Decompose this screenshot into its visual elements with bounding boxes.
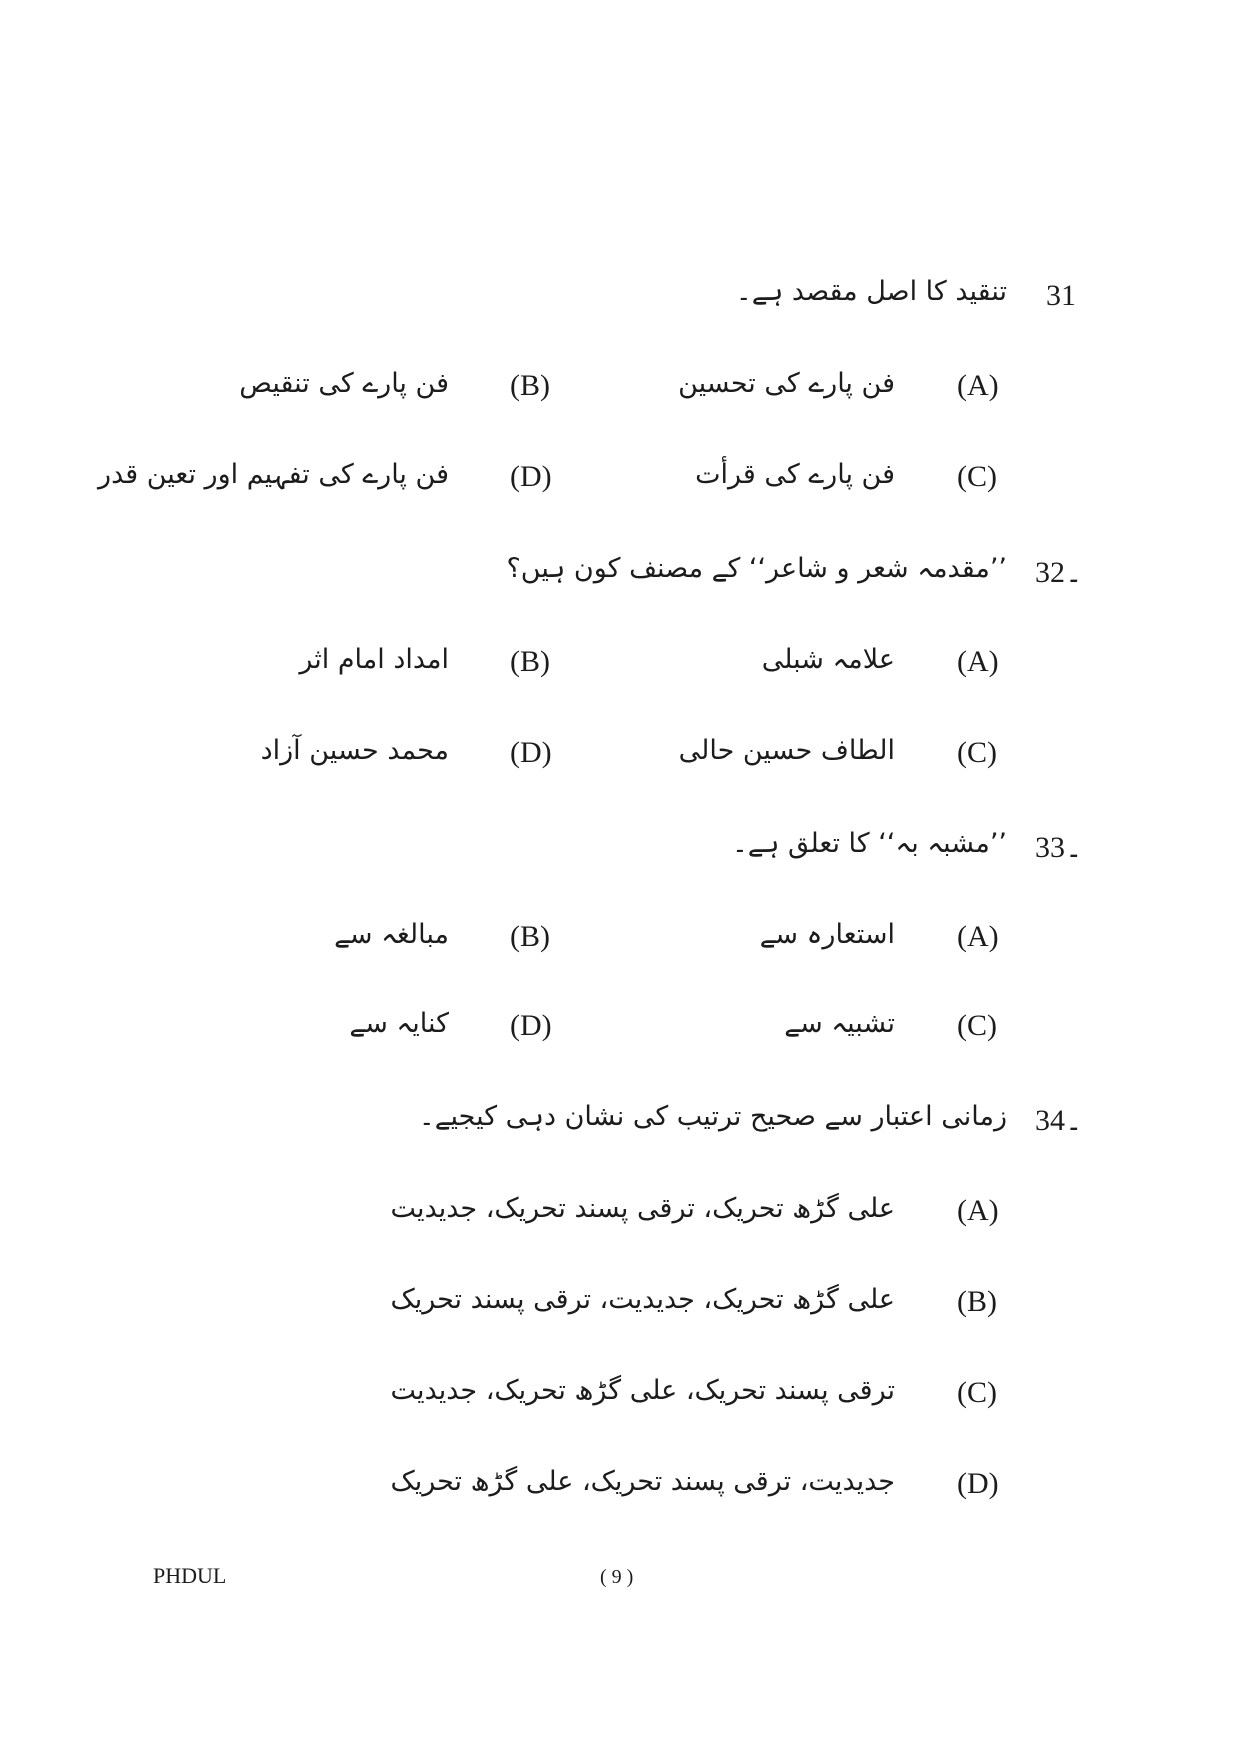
question-32-option-c-text: الطاف حسین حالی [678,735,895,766]
question-34-option-b-letter: (B) [957,1285,997,1318]
question-31-option-b-text: فن پارے کی تنقیص [239,368,449,399]
question-34-option-c-letter: (C) [957,1376,997,1409]
question-31-option-a-text: فن پارے کی تحسین [678,368,895,399]
question-33-text: ’’مشبہ بہ‘‘ کا تعلق ہے۔ [731,828,1007,859]
question-31-text: تنقید کا اصل مقصد ہے۔ [735,276,1007,307]
question-33-option-b-text: مبالغہ سے [334,919,449,950]
question-32-option-c-letter: (C) [957,736,997,769]
question-32-number: 32۔ [1035,556,1083,589]
question-34-option-b-text: علی گڑھ تحریک، جدیدیت، ترقی پسند تحریک [390,1284,895,1315]
question-33-option-b-letter: (B) [510,920,550,953]
footer-paper-code: PHDUL [153,1563,227,1588]
question-34-option-d-text: جدیدیت، ترقی پسند تحریک، علی گڑھ تحریک [390,1466,895,1497]
question-32-option-b-text: امداد امام اثر [299,644,449,675]
question-34-option-a-letter: (A) [957,1194,999,1227]
question-33-option-a-text: استعارہ سے [759,919,895,950]
question-34-option-d-letter: (D) [957,1467,999,1500]
question-33-option-d-letter: (D) [510,1009,552,1042]
question-32-option-d-text: محمد حسین آزاد [260,735,449,766]
question-32-text: ’’مقدمہ شعر و شاعر‘‘ کے مصنف کون ہیں؟ [506,553,1007,584]
question-33-option-a-letter: (A) [957,920,999,953]
question-31-option-c-letter: (C) [957,460,997,493]
question-32-option-a-letter: (A) [957,645,999,678]
question-32-option-b-letter: (B) [510,645,550,678]
question-32-option-a-text: علامہ شبلی [761,644,895,675]
question-34-text: زمانی اعتبار سے صحیح ترتیب کی نشان دہی کیجیے۔ [418,1101,1007,1132]
question-31-number: 31 [1046,279,1076,312]
question-33-number: 33۔ [1035,831,1083,864]
question-31-option-d-text: فن پارے کی تفہیم اور تعین قدر [98,459,449,490]
footer-page-number: ( 9 ) [600,1566,634,1588]
question-31-option-d-letter: (D) [510,460,552,493]
question-33-option-d-text: کنایہ سے [349,1008,449,1039]
question-31-option-a-letter: (A) [957,369,999,402]
question-33-option-c-text: تشبیہ سے [784,1008,895,1039]
question-31-option-b-letter: (B) [510,369,550,402]
question-33-option-c-letter: (C) [957,1009,997,1042]
question-34-option-a-text: علی گڑھ تحریک، ترقی پسند تحریک، جدیدیت [390,1193,895,1224]
question-32-option-d-letter: (D) [510,736,552,769]
question-31-option-c-text: فن پارے کی قرأت [695,459,895,490]
question-34-number: 34۔ [1035,1104,1083,1137]
question-34-option-c-text: ترقی پسند تحریک، علی گڑھ تحریک، جدیدیت [390,1375,895,1406]
